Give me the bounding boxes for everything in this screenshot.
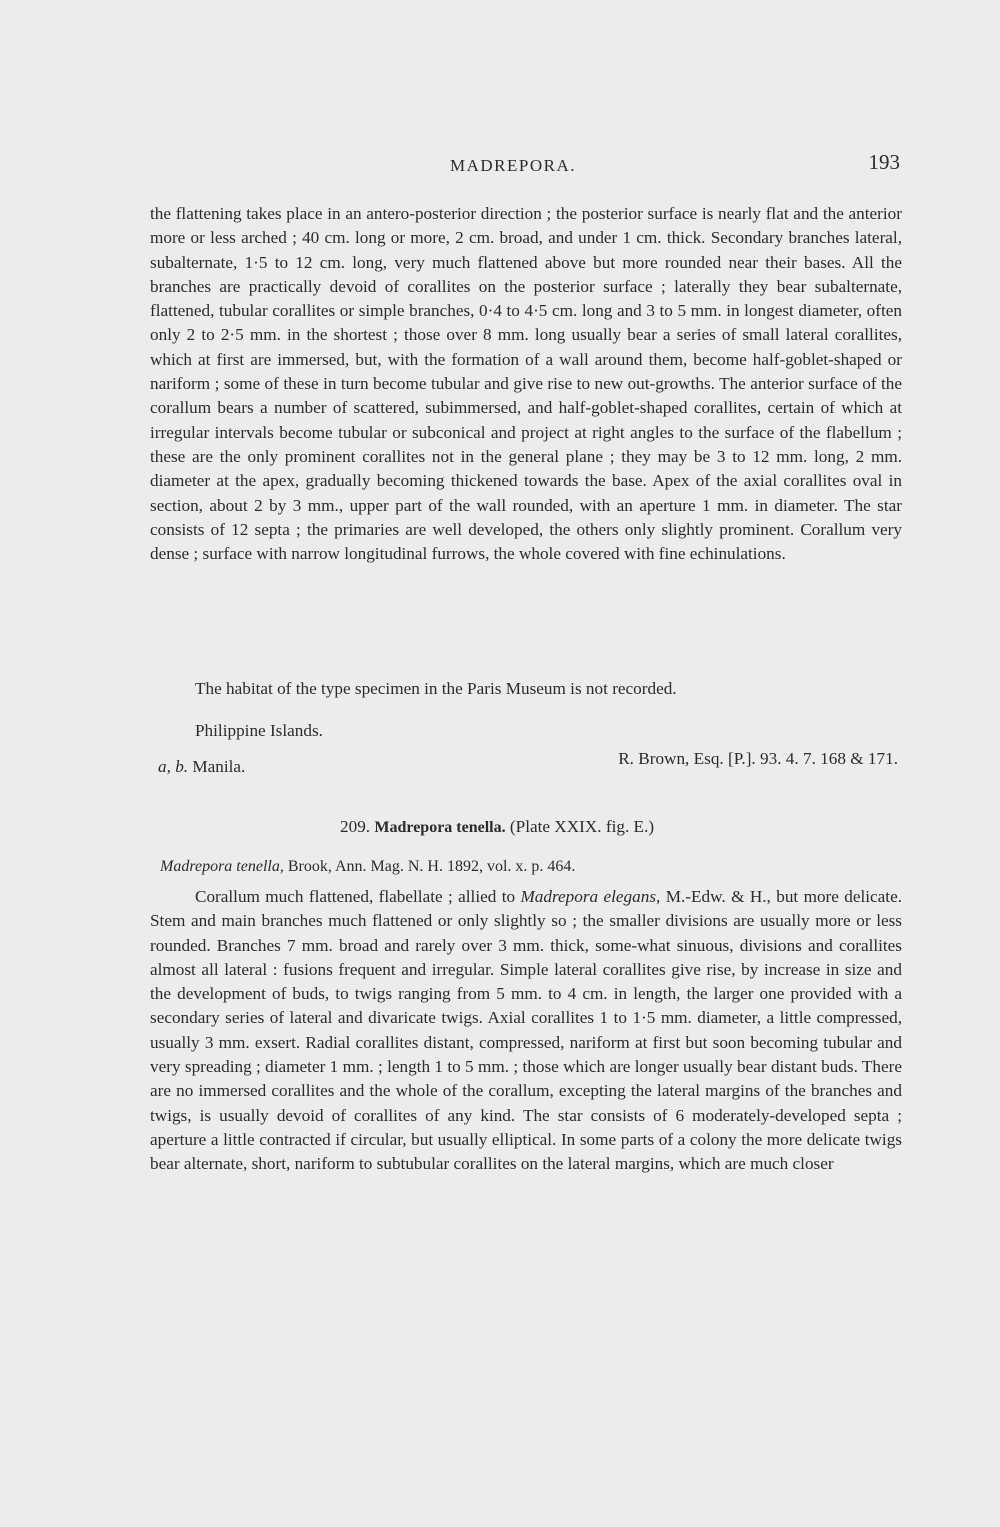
- description-continued: [150, 202, 902, 566]
- allied-taxon: Madrepora elegans,: [520, 887, 661, 906]
- locality: Philippine Islands.: [195, 721, 323, 740]
- synonymy-reference: Brook, Ann. Mag. N. H. 1892, vol. x. p. 464.: [287, 858, 576, 875]
- description-paragraph: [150, 885, 902, 1177]
- description-paragraph: the flattening takes place in an antero-posterior direction ; the posterior surface is nearly flat and the anterior more or less arched ; 40 cm. long or more, 2 cm. broad, and under 1 cm. thick. Secondary branches lateral, subalternate, 1·5 to 12 cm. long, very much flattened above but more rounded near their bases. All the branches are practically devoid of corallites on the posterior surface ; laterally they bear subalternate, flattened, tubular corallites or simple branches, 0·4 to 4·5 cm. long and 3 to 5 mm. in longest diameter, often only 2 to 2·5 mm. in the shortest ; those over 8 mm. long usually bear a series of small lateral corallites, which at first are immersed, but, with the formation of a wall around them, become half-goblet-shaped or nariform ; some of these in turn become tubular and give rise to new out-growths. The anterior surface of the corallum bears a number of scattered, subimmersed, and half-goblet-shaped corallites, certain of which at irregular intervals become tubular or subconical and project at right angles to the surface of the flabellum ; these are the only prominent corallites not in the general plane ; they may be 3 to 12 mm. long, 2 mm. diameter at the apex, gradually becoming thickened towards the base. Apex of the axial corallites oval in section, about 2 by 3 mm., upper part of the wall rounded, with an aperture 1 mm. in diameter. The star consists of 12 septa ; the primaries are well developed, the others only slightly prominent. Corallum very dense ; surface with narrow longitudinal furrows, the whole covered with fine echinulations.: [150, 204, 902, 564]
- species-number: 209.: [340, 817, 371, 836]
- description-lead: Corallum much flattened, flabellate ; allied to: [195, 887, 516, 906]
- synonymy: [160, 858, 575, 876]
- species-heading: [340, 817, 654, 837]
- species-description: [150, 885, 902, 1177]
- specimen-letters: a, b.: [158, 757, 189, 776]
- habitat-note: The habitat of the type specimen in the Paris Museum is not recorded.: [195, 679, 677, 698]
- description-body: M.-Edw. & H., but more delicate. Stem and main branches much flattened or only slightly so ; the smaller divisions are usually more or less rounded. Branches 7 mm. broad and rarely over 3 mm. thick, some-what sinuous, divisions and corallites almost all lateral : fusions frequent and irregular. Simple lateral corallites give rise, by increase in size and the development of buds, to twigs ranging from 5 mm. to 4 cm. in length, the larger one provided with a secondary series of lateral and divaricate twigs. Axial corallites 1 to 1·5 mm. diameter, a little compressed, usually 3 mm. exsert. Radial corallites distant, compressed, nariform at first but soon becoming tubular and very spreading ; diameter 1 mm. ; length 1 to 5 mm. ; those which are longer usually bear distant buds. There are no immersed corallites and the whole of the corallum, excepting the lateral margins of the branches and twigs, is usually devoid of corallites of any kind. The star consists of 6 moderately-developed septa ; aperture a little contracted if circular, but usually elliptical. In some parts of a colony the more delicate twigs bear alternate, short, nariform to subtubular corallites on the lateral margins, which are much closer: [150, 887, 903, 1174]
- running-head: [150, 150, 900, 180]
- page-number: 193: [868, 150, 900, 174]
- running-title: MADREPORA.: [450, 156, 576, 175]
- specimen-entry: [158, 749, 898, 775]
- plate-reference: (Plate XXIX. fig. E.): [509, 817, 655, 836]
- species-name: Madrepora tenella.: [374, 819, 506, 836]
- specimen-register: R. Brown, Esq. [P.]. 93. 4. 7. 168 & 171.: [618, 749, 898, 768]
- specimen-place: Manila.: [192, 757, 246, 776]
- specimen-label: [158, 757, 245, 777]
- synonymy-taxon: Madrepora tenella,: [160, 858, 284, 875]
